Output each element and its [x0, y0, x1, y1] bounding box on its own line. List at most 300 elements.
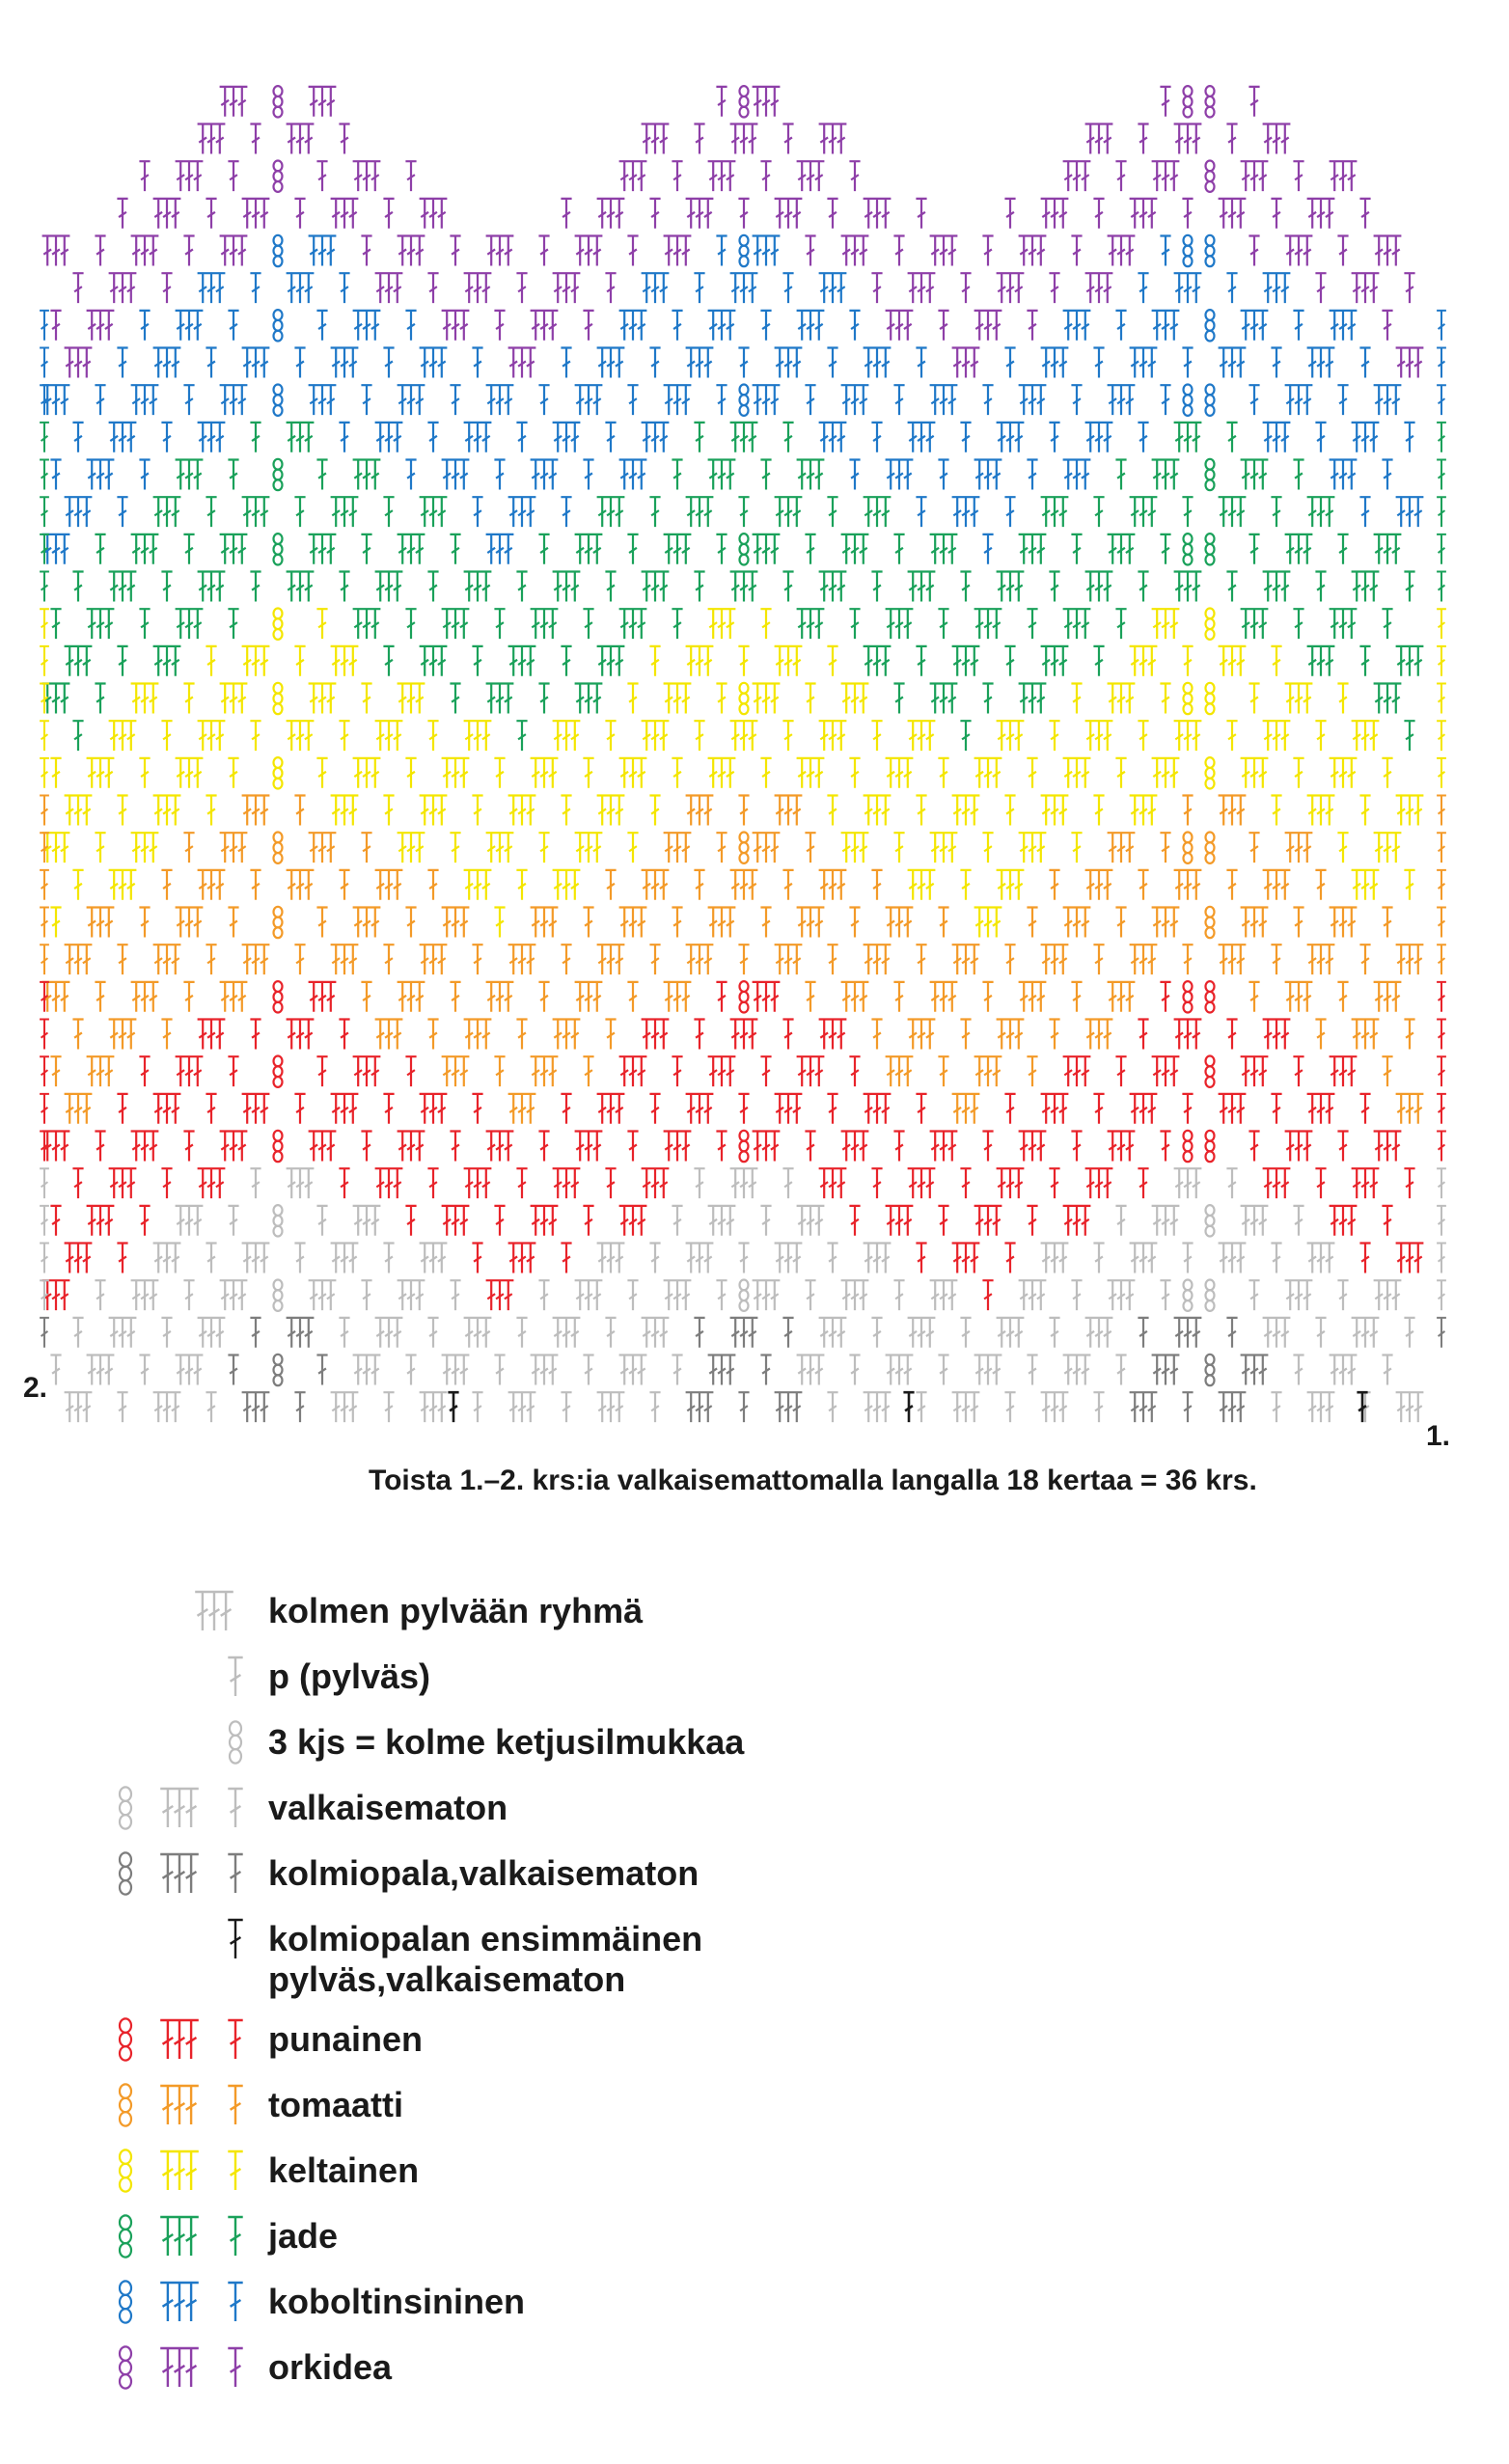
dc-symbol: [316, 1355, 327, 1385]
edge-dc-symbol: [1437, 385, 1446, 415]
edge-dc-symbol: [1437, 1094, 1446, 1124]
dc-symbol: [805, 385, 815, 415]
dc-symbol: [228, 460, 238, 490]
dc-group-symbol: [553, 1020, 581, 1050]
dc-group-symbol: [1063, 1206, 1091, 1236]
dc-symbol: [716, 87, 727, 117]
dc-symbol: [716, 236, 727, 266]
dc-symbol: [1160, 534, 1170, 564]
dc-symbol: [1138, 572, 1148, 602]
dc-group-symbol: [1374, 684, 1402, 714]
dc-symbol: [405, 609, 416, 639]
dc-group-symbol: [841, 833, 869, 862]
dc-symbol: [760, 758, 771, 788]
dc-symbol: [1315, 1168, 1326, 1198]
dc-group-symbol: [508, 348, 536, 378]
dc-group-symbol: [642, 124, 670, 154]
dc-symbol: [649, 1392, 660, 1422]
dc-symbol: [1049, 1318, 1059, 1348]
dc-group-symbol: [619, 908, 647, 938]
chain-icon: [120, 2215, 131, 2257]
dc-group-symbol: [464, 721, 492, 751]
edge-dc-symbol: [1437, 1318, 1446, 1348]
dc-group-symbol: [1330, 161, 1358, 191]
dc-symbol: [538, 684, 549, 714]
dc-group-symbol: [841, 236, 869, 266]
dc-group-symbol: [1285, 236, 1313, 266]
dc-group-symbol: [109, 1318, 137, 1348]
dc-symbol: [561, 1244, 571, 1273]
chain-symbol: [1206, 1055, 1215, 1086]
dc-group-symbol: [442, 908, 470, 938]
dc-group-symbol: [686, 1392, 714, 1422]
chain-symbol: [1206, 86, 1215, 117]
dc-symbol: [516, 870, 527, 900]
dc-group-symbol: [109, 1168, 137, 1198]
dc-symbol: [738, 348, 749, 378]
dc-symbol: [716, 833, 727, 862]
edge-dc-symbol: [40, 1020, 49, 1050]
dc-symbol: [938, 758, 948, 788]
dc-group-symbol: [464, 273, 492, 303]
dc-group-symbol: [886, 908, 914, 938]
dc-group-symbol: [131, 534, 159, 564]
dc-group-symbol: [642, 423, 670, 452]
dc-group-symbol: [1019, 1132, 1047, 1162]
dc-symbol: [1226, 273, 1237, 303]
dc-symbol: [250, 124, 261, 154]
edge-dc-symbol: [40, 1094, 49, 1124]
dc-symbol: [1093, 1244, 1104, 1273]
dc-group-symbol: [619, 161, 647, 191]
dc-group-symbol: [508, 497, 536, 527]
dc-symbol: [805, 534, 815, 564]
dc-group-symbol: [553, 423, 581, 452]
dc-symbol: [605, 1168, 616, 1198]
dc-group-symbol: [1152, 908, 1180, 938]
dc-symbol: [672, 609, 682, 639]
dc-group-symbol: [398, 684, 425, 714]
dc-symbol: [871, 1168, 882, 1198]
dc-symbol: [1182, 1244, 1193, 1273]
dc-symbol: [472, 497, 482, 527]
dc-symbol: [1293, 1355, 1303, 1385]
dc-symbol: [405, 311, 416, 341]
dc-group-symbol: [442, 460, 470, 490]
dc-symbol: [1382, 1206, 1392, 1236]
chart-caption: Toista 1.–2. krs:ia valkaisemattomalla langalla 18 kertaa = 36 krs.: [369, 1465, 1257, 1496]
dc-group-symbol: [1085, 1318, 1113, 1348]
dc-symbol: [339, 1020, 349, 1050]
dc-group-symbol: [1330, 311, 1358, 341]
dc-symbol: [583, 1206, 593, 1236]
dc-group-symbol: [65, 1392, 93, 1422]
dc-group-symbol: [997, 423, 1025, 452]
dc-group-symbol: [176, 161, 204, 191]
dc-group-symbol: [198, 870, 226, 900]
dc-symbol: [849, 1355, 860, 1385]
dc-symbol: [1382, 609, 1392, 639]
dc-group-symbol: [886, 311, 914, 341]
dc-symbol: [383, 497, 394, 527]
dc-symbol: [627, 982, 638, 1012]
dc-symbol: [1271, 646, 1281, 676]
edge-dc-symbol: [40, 572, 49, 602]
dc-group-symbol: [287, 721, 315, 751]
edge-dc-symbol: [1437, 721, 1446, 751]
dc-group-icon: [160, 2020, 199, 2059]
dc-symbol: [1049, 721, 1059, 751]
dc-symbol: [960, 423, 971, 452]
dc-symbol: [183, 684, 194, 714]
dc-group-symbol: [353, 758, 381, 788]
edge-dc-symbol: [40, 1318, 49, 1348]
dc-group-symbol: [553, 572, 581, 602]
dc-group-symbol: [1130, 497, 1158, 527]
dc-symbol: [183, 534, 194, 564]
dc-symbol: [50, 758, 61, 788]
dc-group-symbol: [531, 908, 559, 938]
dc-symbol: [427, 870, 438, 900]
dc-symbol: [605, 870, 616, 900]
dc-symbol: [427, 721, 438, 751]
dc-symbol: [117, 1392, 127, 1422]
dc-group-symbol: [1219, 646, 1247, 676]
dc-symbol: [117, 199, 127, 229]
dc-group-symbol: [1307, 945, 1335, 974]
edge-dc-symbol: [40, 460, 49, 490]
dc-symbol: [206, 945, 216, 974]
dc-symbol: [228, 908, 238, 938]
dc-symbol: [1049, 1168, 1059, 1198]
dc-group-symbol: [220, 385, 248, 415]
dc-group-symbol: [1041, 497, 1069, 527]
dc-group-symbol: [287, 572, 315, 602]
dc-symbol: [738, 646, 749, 676]
dc-group-symbol: [287, 423, 315, 452]
dc-symbol: [1049, 273, 1059, 303]
dc-icon: [228, 1920, 242, 1958]
dc-symbol: [250, 721, 261, 751]
dc-symbol: [228, 609, 238, 639]
edge-dc-symbol: [1437, 1244, 1446, 1273]
dc-symbol: [1160, 236, 1170, 266]
dc-symbol: [450, 236, 460, 266]
dc-group-symbol: [1396, 348, 1424, 378]
dc-symbol: [1004, 348, 1015, 378]
chain-symbol: [1206, 1279, 1215, 1310]
dc-symbol: [494, 311, 505, 341]
dc-group-symbol: [508, 796, 536, 826]
dc-symbol: [1248, 236, 1259, 266]
edge-dc-symbol: [40, 1168, 49, 1198]
dc-symbol: [1271, 199, 1281, 229]
dc-group-symbol: [242, 646, 270, 676]
dc-group-symbol: [1396, 1392, 1424, 1422]
dc-group-symbol: [686, 796, 714, 826]
dc-symbol: [827, 1392, 837, 1422]
dc-symbol: [50, 311, 61, 341]
dc-group-symbol: [531, 1355, 559, 1385]
dc-symbol: [782, 721, 793, 751]
dc-symbol: [605, 423, 616, 452]
dc-symbol: [982, 534, 993, 564]
dc-group-symbol: [153, 945, 181, 974]
dc-group-symbol: [1108, 833, 1136, 862]
dc-group-symbol: [153, 1392, 181, 1422]
dc-group-symbol: [664, 385, 692, 415]
dc-group-symbol: [1241, 609, 1269, 639]
chain-symbol: [1184, 86, 1193, 117]
dc-symbol: [849, 1206, 860, 1236]
dc-symbol: [1138, 1168, 1148, 1198]
dc-symbol: [1248, 1280, 1259, 1310]
dc-symbol: [117, 1094, 127, 1124]
dc-symbol: [871, 1318, 882, 1348]
dc-group-symbol: [508, 945, 536, 974]
dc-symbol: [339, 721, 349, 751]
dc-group-symbol: [375, 1168, 403, 1198]
dc-group-symbol: [597, 497, 625, 527]
dc-symbol: [1404, 572, 1414, 602]
dc-group-symbol: [1019, 1280, 1047, 1310]
dc-symbol: [316, 1206, 327, 1236]
dc-symbol: [383, 1244, 394, 1273]
dc-symbol: [1093, 646, 1104, 676]
dc-group-symbol: [597, 348, 625, 378]
dc-symbol: [516, 572, 527, 602]
edge-dc-symbol: [40, 609, 49, 639]
dc-group-symbol: [1108, 1280, 1136, 1310]
dc-group-symbol: [1085, 423, 1113, 452]
dc-group-symbol: [1041, 1244, 1069, 1273]
dc-group-symbol: [1085, 1020, 1113, 1050]
dc-symbol: [250, 423, 261, 452]
dc-group-symbol: [1241, 1355, 1269, 1385]
dc-symbol: [472, 796, 482, 826]
dc-symbol: [694, 1020, 704, 1050]
dc-symbol: [827, 646, 837, 676]
dc-symbol: [649, 796, 660, 826]
dc-symbol: [1071, 1132, 1082, 1162]
dc-group-symbol: [575, 833, 603, 862]
dc-symbol: [1138, 273, 1148, 303]
dc-group-symbol: [464, 1168, 492, 1198]
dc-group-symbol: [1219, 945, 1247, 974]
dc-group-symbol: [353, 1355, 381, 1385]
dc-group-symbol: [642, 1168, 670, 1198]
dc-symbol: [561, 1392, 571, 1422]
dc-symbol: [782, 273, 793, 303]
dc-group-symbol: [442, 1056, 470, 1086]
dc-group-symbol: [531, 1206, 559, 1236]
dc-symbol: [960, 1020, 971, 1050]
dc-group-symbol: [1396, 497, 1424, 527]
dc-symbol: [1337, 236, 1348, 266]
dc-symbol: [427, 1168, 438, 1198]
dc-icon: [228, 2020, 242, 2059]
dc-symbol: [1337, 833, 1348, 862]
dc-symbol: [228, 758, 238, 788]
dc-group-symbol: [242, 348, 270, 378]
dc-symbol: [1004, 646, 1015, 676]
dc-group-symbol: [864, 1392, 892, 1422]
edge-dc-symbol: [40, 1056, 49, 1086]
chain-symbol: [1206, 757, 1215, 788]
dc-symbol: [760, 1355, 771, 1385]
dc-symbol: [1049, 870, 1059, 900]
dc-group-symbol: [153, 199, 181, 229]
edge-dc-symbol: [40, 908, 49, 938]
dc-symbol: [516, 273, 527, 303]
legend-label-continued: pylväs,valkaisematon: [268, 1959, 626, 1999]
dc-symbol: [1315, 273, 1326, 303]
chain-symbol: [740, 86, 749, 117]
dc-group-symbol: [87, 609, 115, 639]
dc-group-symbol: [353, 1206, 381, 1236]
dc-symbol: [1315, 1020, 1326, 1050]
dc-symbol: [183, 833, 194, 862]
dc-symbol: [294, 497, 305, 527]
dc-group-symbol: [420, 1094, 448, 1124]
dc-symbol: [1115, 1355, 1126, 1385]
dc-symbol: [161, 870, 172, 900]
dc-symbol: [206, 1094, 216, 1124]
dc-group-symbol: [1108, 684, 1136, 714]
dc-symbol: [117, 1244, 127, 1273]
dc-group-symbol: [664, 1132, 692, 1162]
chain-symbol: [1206, 235, 1215, 266]
dc-symbol: [1382, 460, 1392, 490]
legend-icons: [0, 1582, 251, 1640]
dc-group-symbol: [464, 423, 492, 452]
dc-symbol: [1093, 1392, 1104, 1422]
dc-symbol: [849, 460, 860, 490]
dc-symbol: [316, 460, 327, 490]
dc-symbol: [827, 199, 837, 229]
dc-group-symbol: [486, 236, 514, 266]
dc-symbol: [339, 124, 349, 154]
dc-symbol: [849, 908, 860, 938]
dc-group-symbol: [198, 1318, 226, 1348]
dc-symbol: [1138, 124, 1148, 154]
legend-item: [0, 2142, 1509, 2200]
dc-symbol: [316, 758, 327, 788]
dc-group-symbol: [1352, 423, 1380, 452]
dc-group-symbol: [331, 646, 359, 676]
chain-symbol: [1206, 1131, 1215, 1162]
dc-group-symbol: [1374, 982, 1402, 1012]
dc-symbol: [494, 908, 505, 938]
dc-symbol: [938, 1206, 948, 1236]
dc-symbol: [72, 273, 83, 303]
dc-symbol: [1226, 572, 1237, 602]
dc-symbol: [1337, 684, 1348, 714]
edge-dc-symbol: [40, 870, 49, 900]
dc-symbol: [294, 1392, 305, 1422]
dc-symbol: [183, 236, 194, 266]
dc-symbol: [1027, 609, 1037, 639]
dc-group-symbol: [819, 1168, 847, 1198]
edge-dc-symbol: [1437, 572, 1446, 602]
dc-group-symbol: [619, 1206, 647, 1236]
dc-symbol: [117, 945, 127, 974]
dc-symbol: [827, 497, 837, 527]
dc-group-symbol: [331, 199, 359, 229]
dc-symbol: [538, 982, 549, 1012]
dc-symbol: [427, 572, 438, 602]
dc-symbol: [849, 609, 860, 639]
dc-group-symbol: [242, 796, 270, 826]
edge-dc-symbol: [1437, 311, 1446, 341]
dc-group-symbol: [841, 534, 869, 564]
legend-label: kolmen pylvään ryhmä: [268, 1591, 644, 1630]
dc-group-symbol: [1374, 1280, 1402, 1310]
dc-group-symbol: [176, 908, 204, 938]
dc-group-symbol: [1108, 236, 1136, 266]
dc-group-symbol: [486, 982, 514, 1012]
chain-symbol: [740, 981, 749, 1012]
dc-group-symbol: [686, 497, 714, 527]
dc-symbol: [161, 1318, 172, 1348]
dc-group-symbol: [886, 1206, 914, 1236]
dc-group-symbol: [1285, 1132, 1313, 1162]
dc-symbol: [1182, 945, 1193, 974]
dc-symbol: [694, 721, 704, 751]
dc-group-symbol: [87, 1206, 115, 1236]
chain-symbol: [1184, 534, 1193, 564]
dc-symbol: [72, 423, 83, 452]
dc-group-symbol: [442, 758, 470, 788]
dc-group-symbol: [331, 945, 359, 974]
dc-group-symbol: [686, 945, 714, 974]
dc-symbol: [1271, 1094, 1281, 1124]
chain-symbol: [1206, 459, 1215, 490]
dc-symbol: [316, 609, 327, 639]
dc-group-symbol: [1108, 534, 1136, 564]
dc-symbol: [139, 609, 150, 639]
dc-group-symbol: [420, 796, 448, 826]
chain-symbol: [274, 608, 283, 639]
dc-group-symbol: [708, 1206, 736, 1236]
dc-group-symbol: [597, 1094, 625, 1124]
dc-symbol: [516, 1168, 527, 1198]
dc-group-symbol: [952, 1094, 980, 1124]
dc-symbol: [1404, 423, 1414, 452]
first-dc-symbol: [448, 1392, 458, 1422]
dc-symbol: [361, 236, 371, 266]
dc-group-symbol: [309, 833, 337, 862]
dc-group-symbol: [952, 348, 980, 378]
dc-symbol: [893, 1280, 904, 1310]
dc-group-symbol: [287, 1318, 315, 1348]
dc-symbol: [871, 1020, 882, 1050]
dc-symbol: [805, 684, 815, 714]
dc-group-symbol: [730, 572, 758, 602]
chain-symbol: [274, 1279, 283, 1310]
edge-dc-symbol: [1437, 460, 1446, 490]
dc-group-symbol: [664, 236, 692, 266]
dc-symbol: [1182, 1094, 1193, 1124]
dc-symbol: [1359, 796, 1370, 826]
dc-symbol: [1382, 908, 1392, 938]
chain-symbol: [1184, 1279, 1193, 1310]
dc-group-symbol: [375, 423, 403, 452]
edge-dc-symbol: [1437, 609, 1446, 639]
dc-group-symbol: [1330, 609, 1358, 639]
dc-group-symbol: [753, 1280, 781, 1310]
chain-symbol: [274, 1131, 283, 1162]
